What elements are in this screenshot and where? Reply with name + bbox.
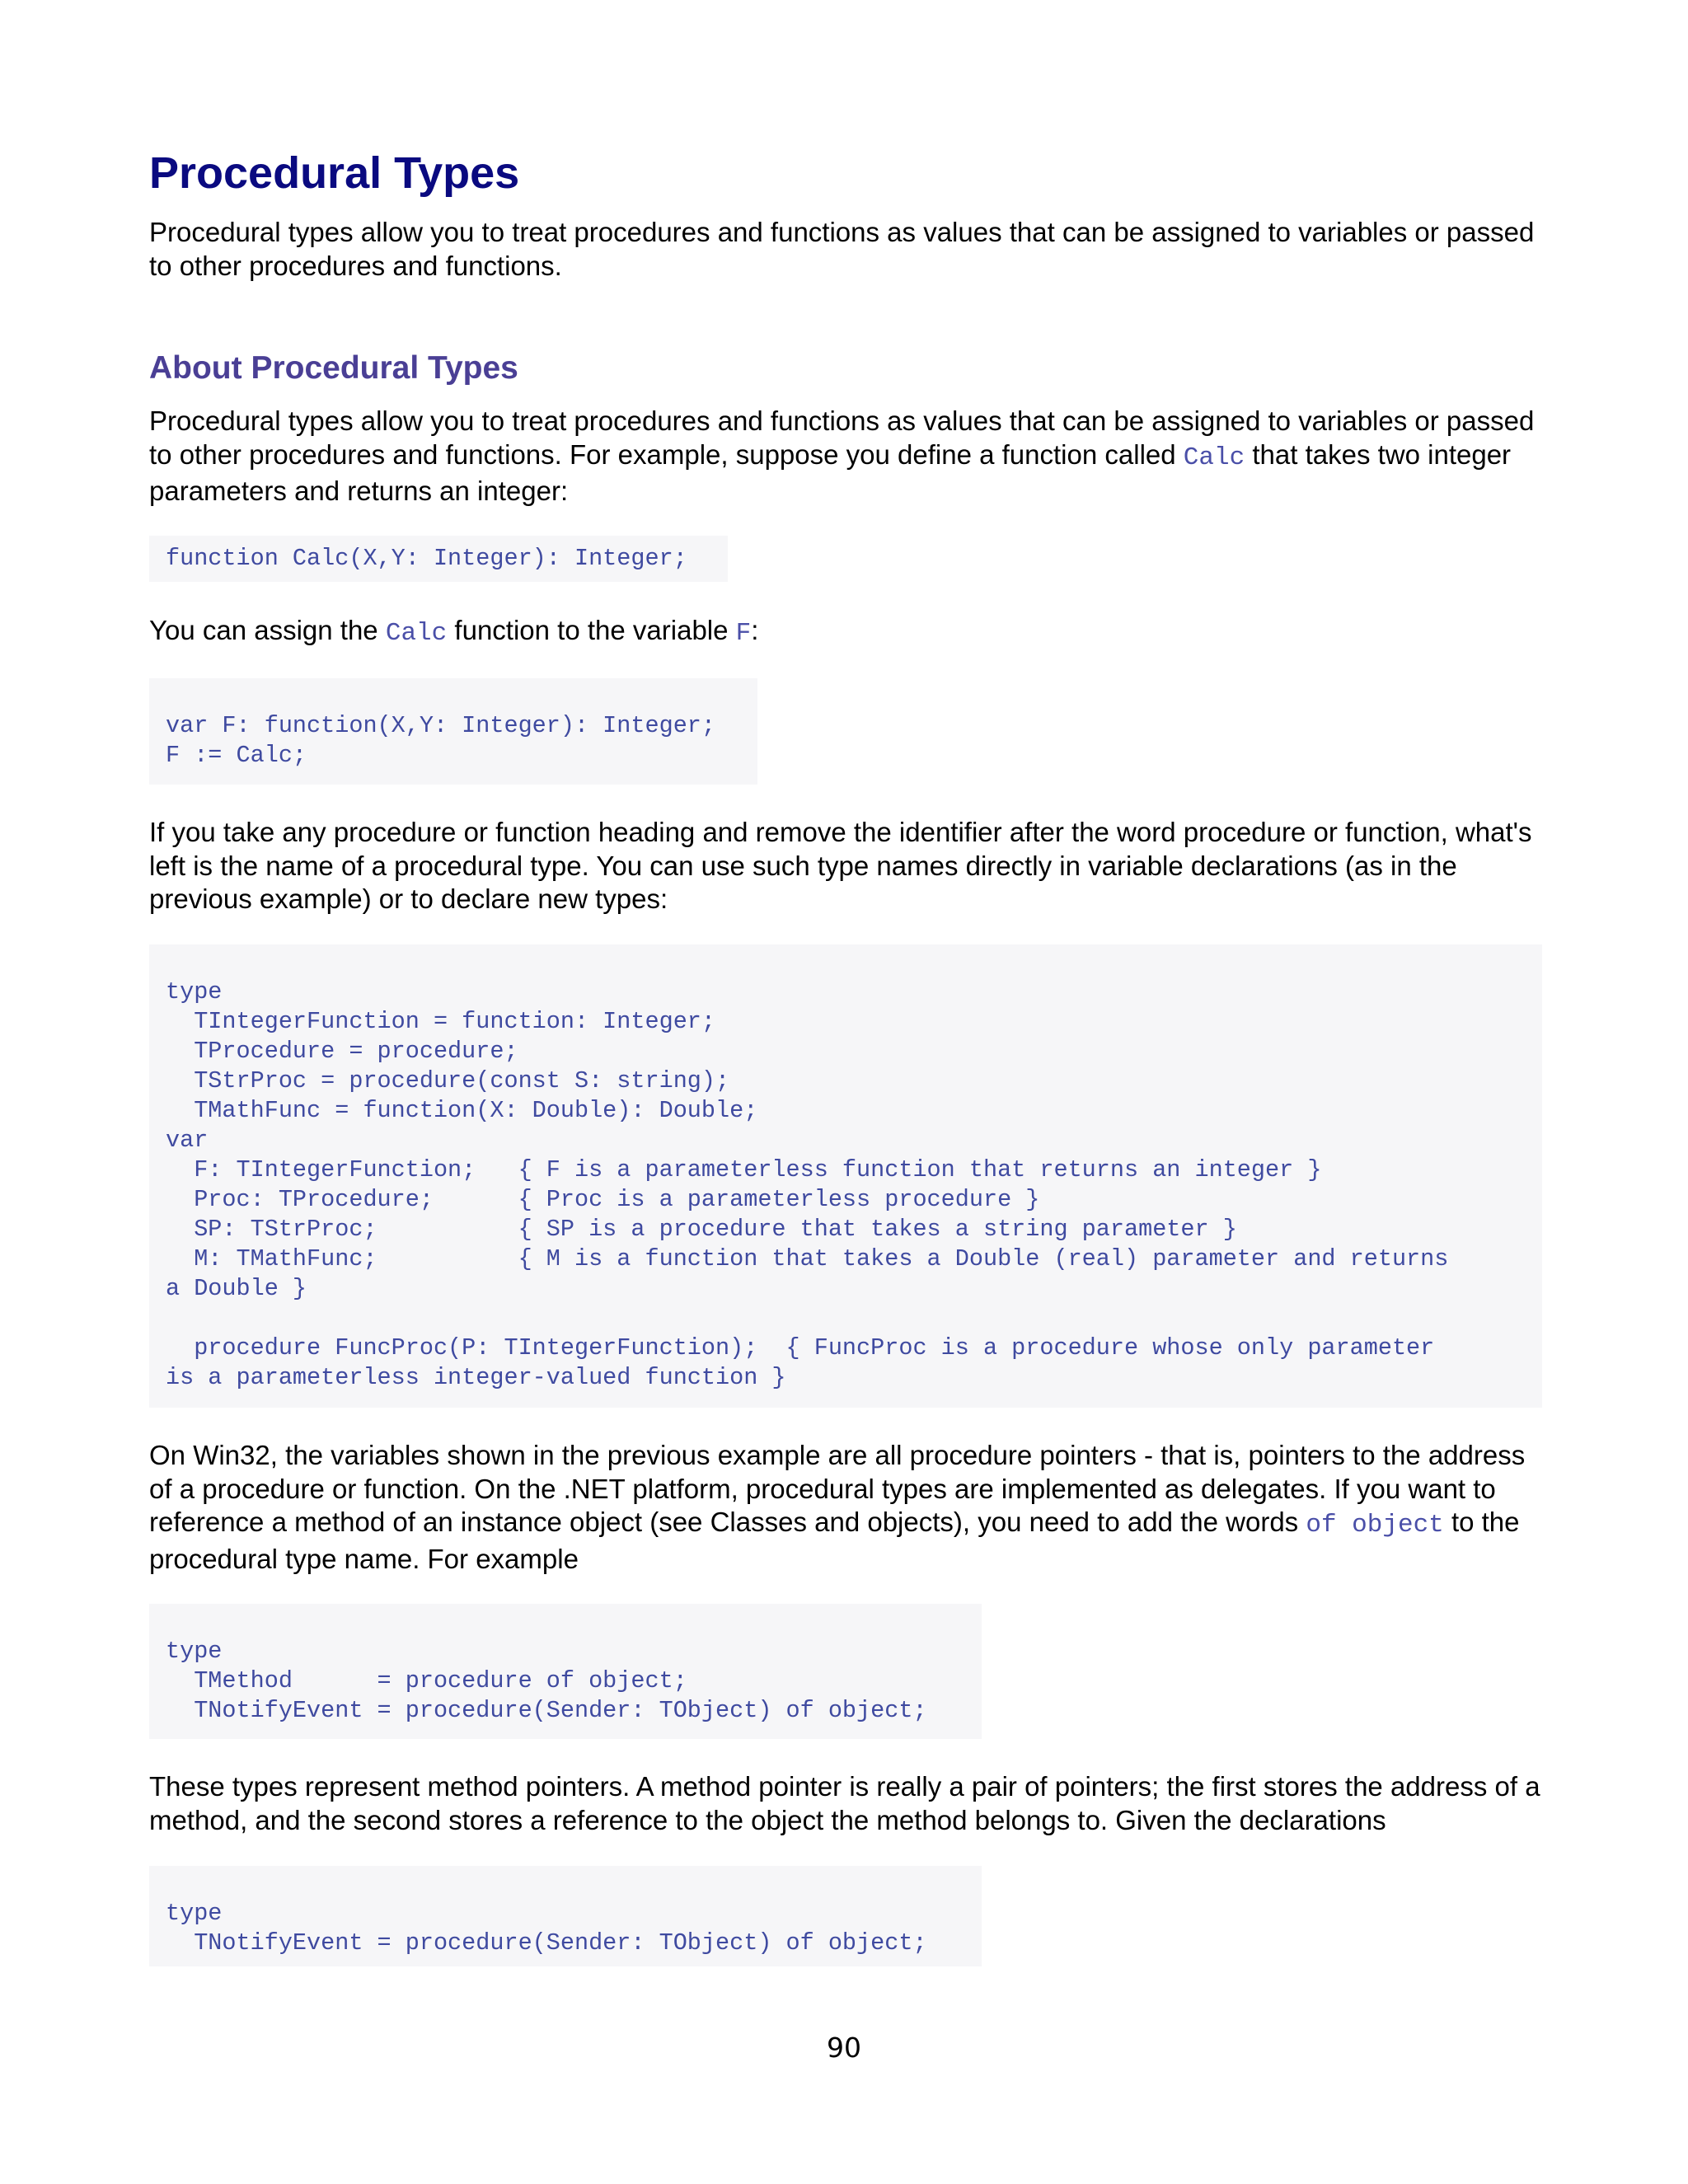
inline-code-f: F [735,619,752,648]
paragraph-2-text-c: : [751,615,759,645]
inline-code-of-object: of object [1306,1511,1444,1540]
code-block-4: type TMethod = procedure of object; TNotifyEvent = procedure(Sender: TObject) of object; [149,1604,982,1739]
code-block-3: type TIntegerFunction = function: Integer; TProcedure = procedure; TStrProc = procedure(const S: string); TMathFunc = function(X: Double): Double; var F: TIntegerFunction; { F is a parameterless function that returns an integer } Proc: TProcedure; { Proc is a parameterless procedure } SP: TStrProc; { SP is a procedure that takes a string parameter } M: TMathFunc; { M is a function that takes a Double (real) parameter and returns a Double } procedure FuncProc(P: TIntegerFunction); { FuncProc is a procedure whose only parameter is a parameterless integer-valued function } [149,944,1542,1408]
paragraph-1-text-a: Procedural types allow you to treat procedures and functions as values that can be assigned to variables or passed to other procedures and functions. For example, suppose you define a function called [149,405,1535,470]
paragraph-4 [149,1439,1542,1576]
code-block-2: var F: function(X,Y: Integer): Integer; F := Calc; [149,678,757,785]
paragraph-2 [149,614,1542,651]
intro-paragraph: Procedural types allow you to treat procedures and functions as values that can be assigned to variables or passed to other procedures and functions. [149,217,1535,281]
paragraph-4-text-a: On Win32, the variables shown in the previous example are all procedure pointers - that is, pointers to the address of a procedure or function. On the .NET platform, procedural types are implemented as delegates. If you want to reference a method of an instance object (see Classes and objects), you need to add the words [149,1440,1526,1537]
inline-code-calc-2: Calc [385,619,448,648]
code-block-5: type TNotifyEvent = procedure(Sender: TObject) of object; [149,1866,982,1966]
code-block-1: function Calc(X,Y: Integer): Integer; [149,536,728,582]
paragraph-2-text-a: You can assign the [149,615,386,645]
page-number: 90 [827,2032,861,2064]
paragraph-2-text-b: function to the variable [447,615,736,645]
section-heading: About Procedural Types [149,350,518,386]
page-title: Procedural Types [149,148,520,198]
paragraph-3: If you take any procedure or function heading and remove the identifier after the word procedure or function, what's left is the name of a procedural type. You can use such type names directly in variable declarations (as in the previous example) or to declare new types: [149,817,1532,914]
paragraph-5: These types represent method pointers. A method pointer is really a pair of pointers; the first stores the address of a method, and the second stores a reference to the object the method belongs to. Given the declarations [149,1771,1540,1835]
inline-code-calc: Calc [1183,443,1245,472]
paragraph-1 [149,405,1542,509]
paragraph-1-text-b: that takes two integer parameters and returns an integer: [149,438,1512,506]
paragraph-4-text-b: to the procedural type name. For example [149,1507,1520,1574]
